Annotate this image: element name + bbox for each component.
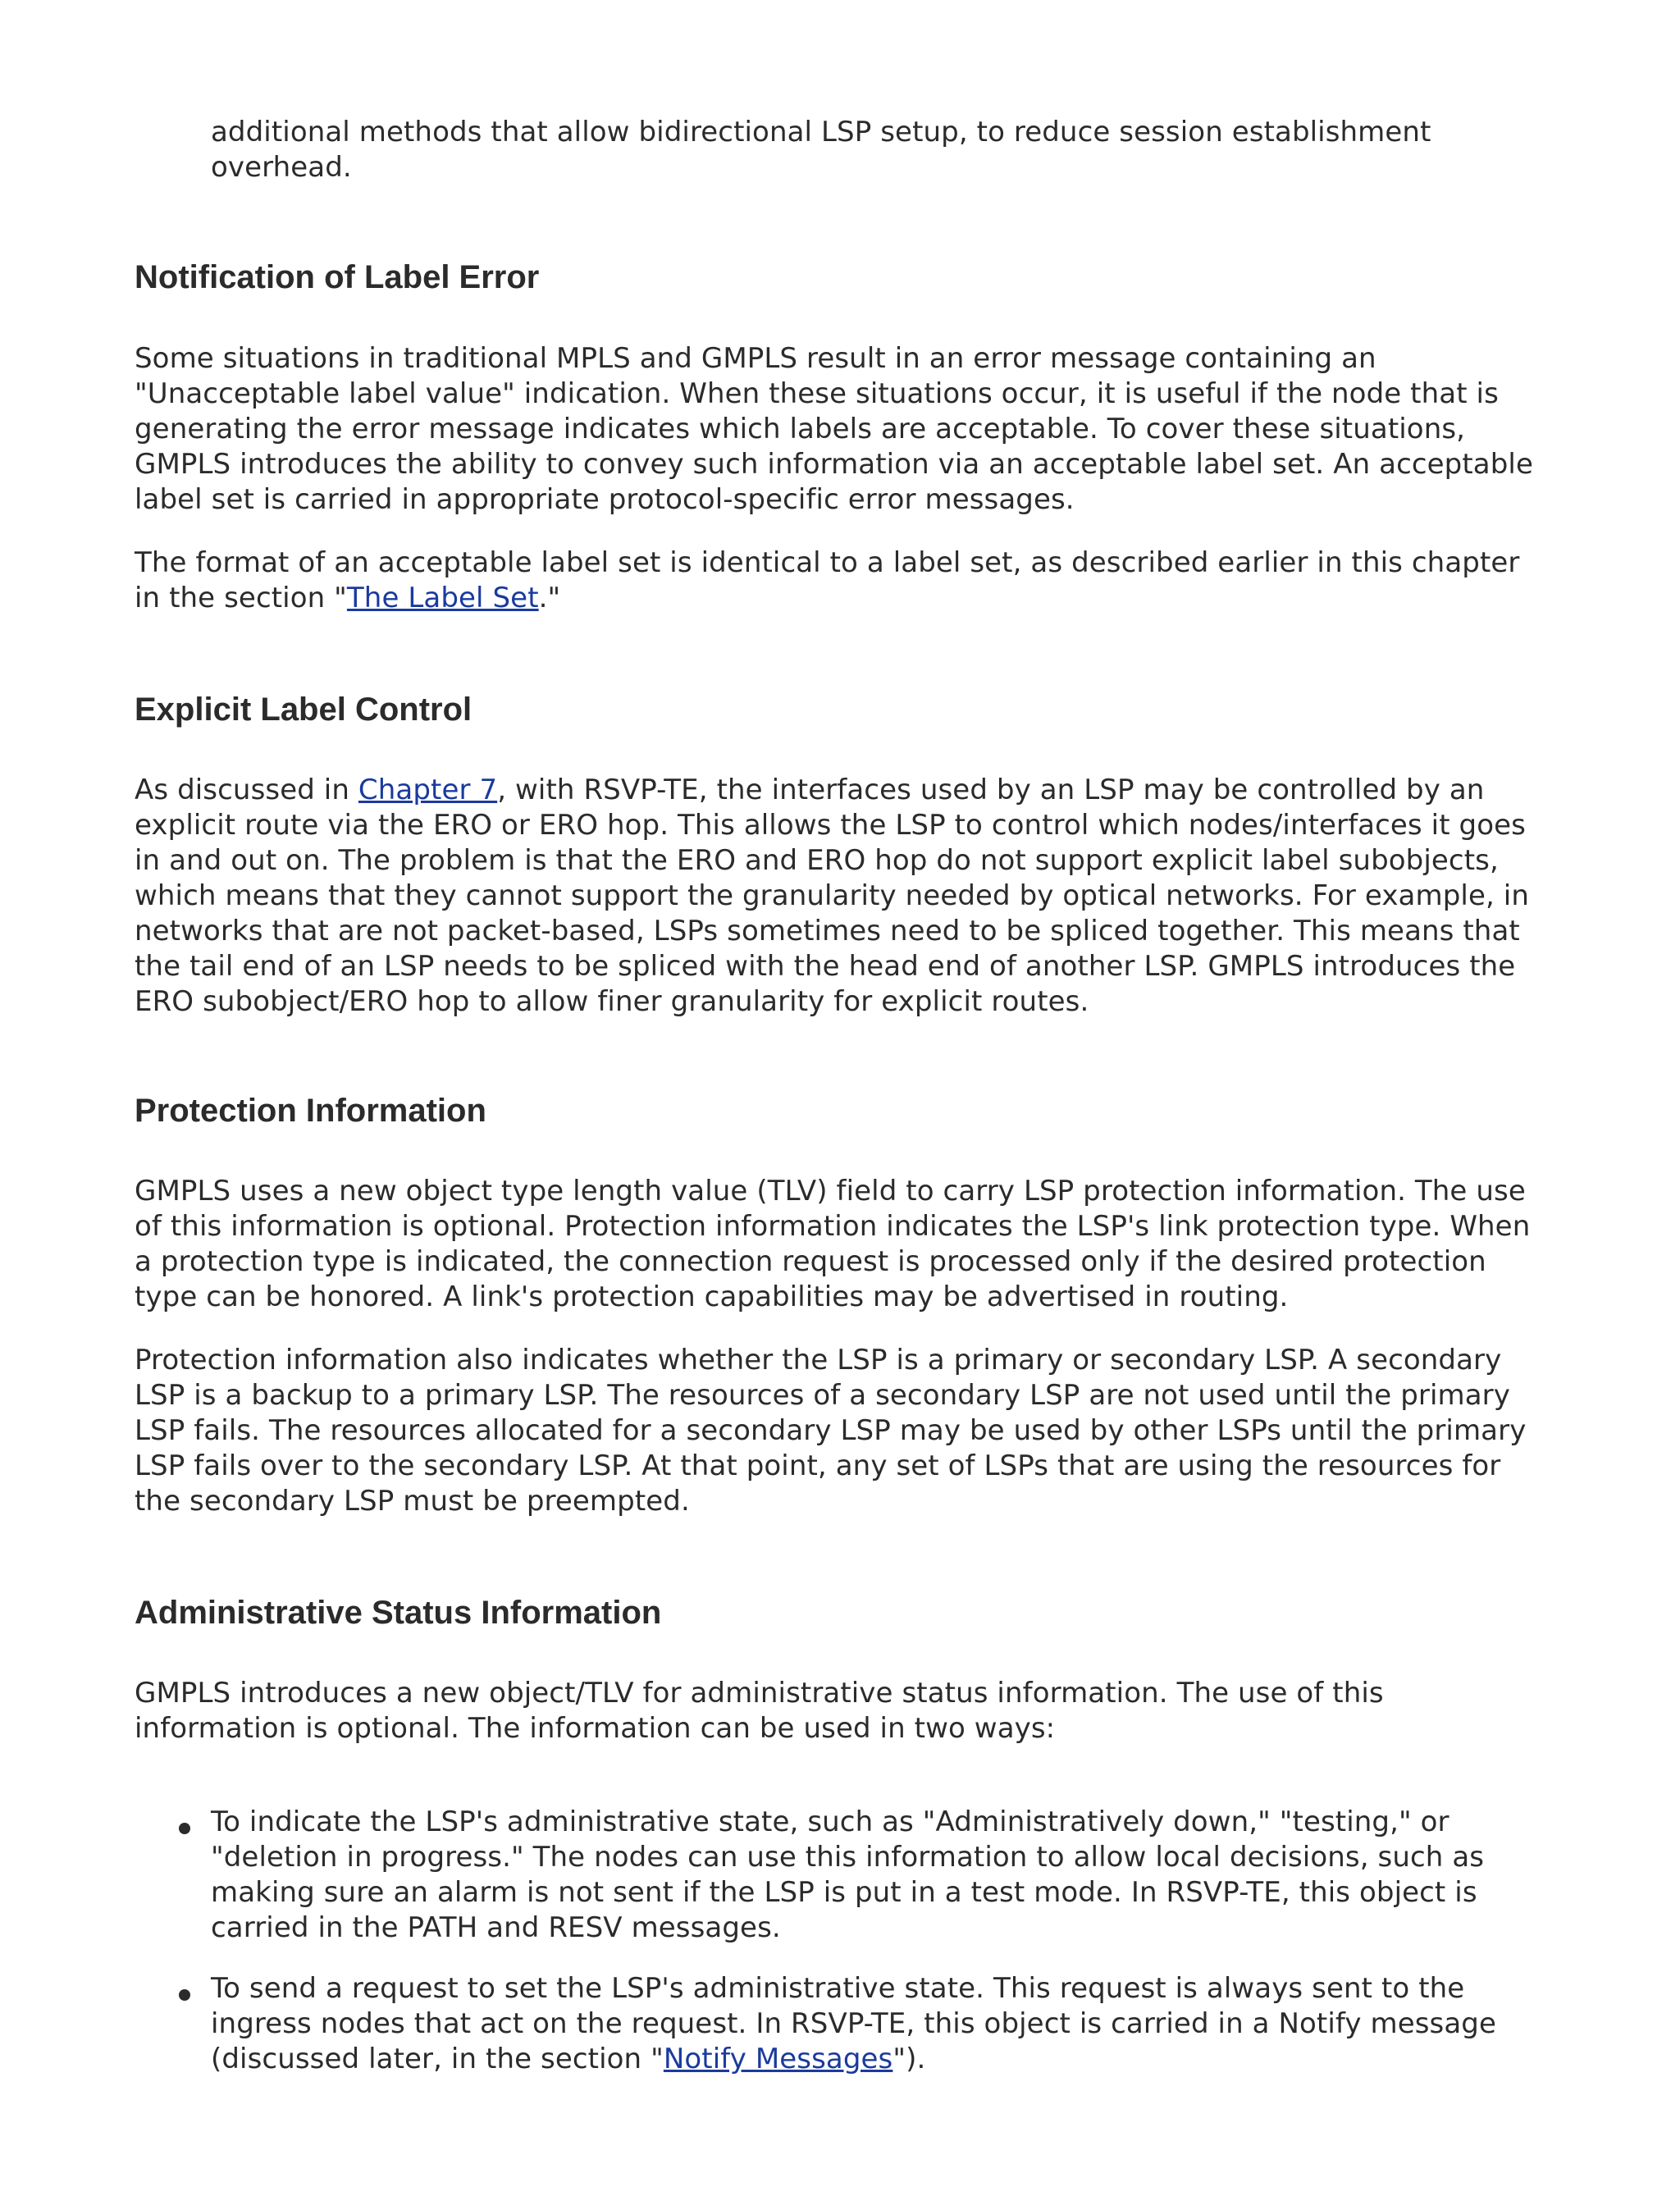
heading-protection-information: Protection Information bbox=[135, 1093, 486, 1129]
intro-continuation: additional methods that allow bidirectional LSP setup, to reduce session establishment overhead. bbox=[211, 116, 1431, 184]
list-item-set-admin-state bbox=[211, 1971, 1548, 2077]
s1-paragraph-1: Some situations in traditional MPLS and GMPLS result in an error message containing an "Unacceptable label value" indication. When these situations occur, it is useful if the node that is generating the error message indicates which labels are acceptable. To cover these situations, GMPLS introduces the ability to convey such information via an acceptable label set. An acceptable label set is carried in appropriate protocol-specific error messages. bbox=[135, 342, 1533, 516]
bullet-dot-1 bbox=[179, 1823, 190, 1834]
the-label-set-link[interactable]: The Label Set bbox=[346, 582, 539, 614]
s2-p1-text-before: As discussed in bbox=[135, 774, 358, 806]
s3-paragraph-2: Protection information also indicates whether the LSP is a primary or secondary LSP. A secondary LSP is a backup to a primary LSP. The resources of a secondary LSP are not used until the primary LSP fails. The resources allocated for a secondary LSP may be used by other LSPs until the primary LSP fails over to the secondary LSP. At that point, any set of LSPs that are using the resources for the secondary LSP must be preempted. bbox=[135, 1344, 1527, 1518]
s4-paragraph-1: GMPLS introduces a new object/TLV for administrative status information. The use of this information is optional. The information can be used in two ways: bbox=[135, 1677, 1384, 1745]
s1-p2-text-after: ." bbox=[538, 582, 561, 614]
chapter-7-link[interactable]: Chapter 7 bbox=[358, 774, 498, 806]
s4-b2-text-after: "). bbox=[892, 2043, 926, 2075]
heading-administrative-status-information: Administrative Status Information bbox=[135, 1595, 662, 1631]
s1-p2-text-before: The format of an acceptable label set is identical to a label set, as described earlier in this chapter in the section " bbox=[135, 546, 1520, 614]
s4-b2-text-before: To send a request to set the LSP's administrative state. This request is always sent to the ingress nodes that act on the request. In RSVP-TE, this object is carried in a Notify message (discussed later, in the section " bbox=[211, 1972, 1496, 2075]
s3-paragraph-1: GMPLS uses a new object type length value (TLV) field to carry LSP protection information. The use of this information is optional. Protection information indicates the LSP's link protection type. When a protection type is indicated, the connection request is processed only if the desired protection type can be honored. A link's protection capabilities may be advertised in routing. bbox=[135, 1175, 1531, 1313]
bullet-dot-2 bbox=[179, 1989, 190, 2001]
s1-paragraph-2 bbox=[135, 546, 1545, 616]
heading-explicit-label-control: Explicit Label Control bbox=[135, 692, 472, 728]
notify-messages-link[interactable]: Notify Messages bbox=[663, 2043, 893, 2075]
s2-p1-text-after: , with RSVP-TE, the interfaces used by an LSP may be controlled by an explicit route via the ERO or ERO hop. This allows the LSP to control which nodes/interfaces it goes in and out on. The problem is that the ERO and ERO hop do not support explicit label subobjects, which means that they cannot support the granularity needed by optical networks. For example, in networks that are not packet-based, LSPs sometimes need to be spliced together. This means that the tail end of an LSP needs to be spliced with the head end of another LSP. GMPLS introduces the ERO subobject/ERO hop to allow finer granularity for explicit routes. bbox=[135, 774, 1529, 1018]
heading-notification-of-label-error: Notification of Label Error bbox=[135, 259, 540, 295]
list-item-admin-state: To indicate the LSP's administrative state, such as "Administratively down," "testing," or "deletion in progress." The nodes can use this information to allow local decisions, such as making sure an alarm is not sent if the LSP is put in a test mode. In RSVP-TE, this object is carried in the PATH and RESV messages. bbox=[211, 1806, 1485, 1944]
s2-paragraph-1 bbox=[135, 773, 1545, 1020]
